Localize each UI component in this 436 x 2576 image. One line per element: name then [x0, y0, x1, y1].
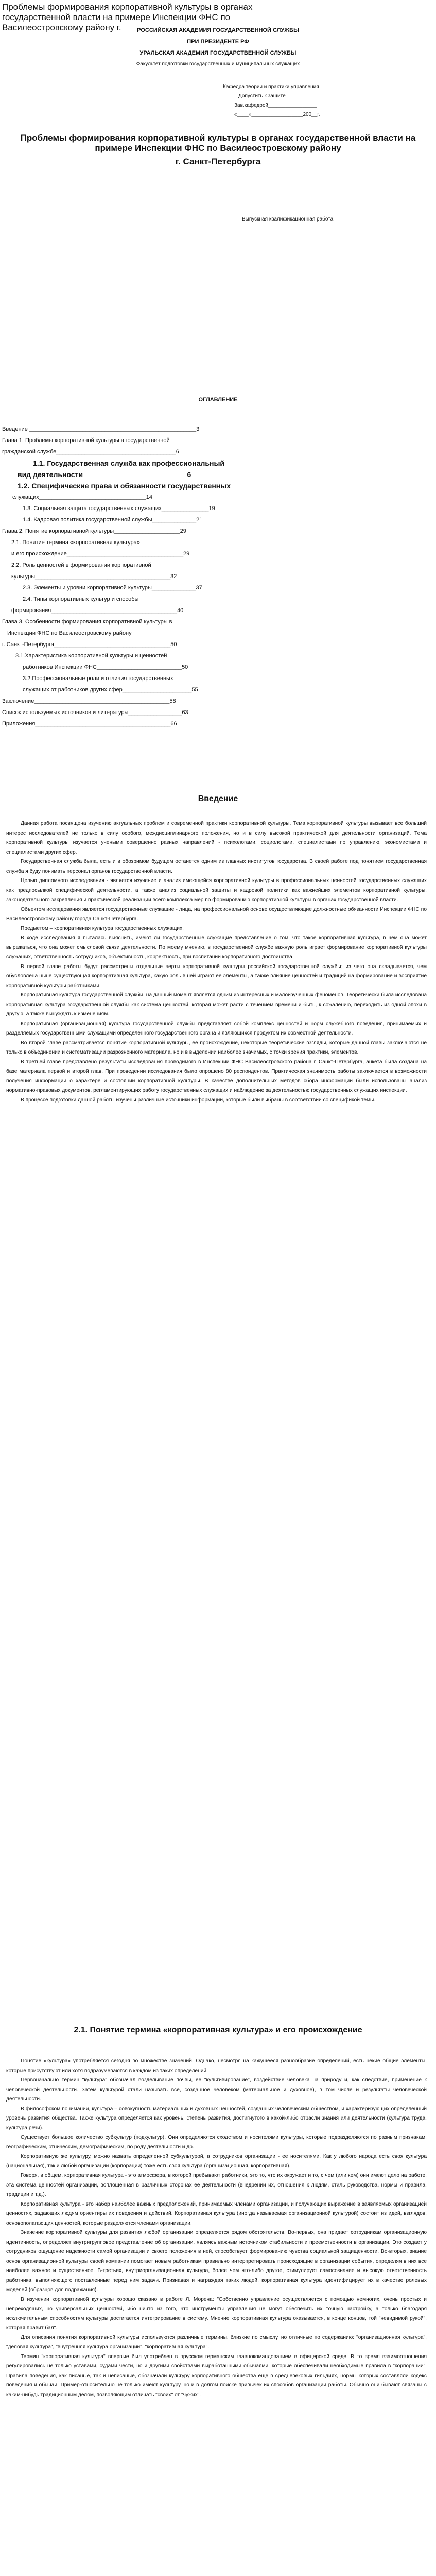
- admit-to-defense: Допустить к защите: [238, 93, 286, 99]
- toc-row: 1.3. Социальная защита государственных служащих_______________19: [23, 505, 215, 512]
- section-paragraph: Термин "корпоративная культура" впервые был употреблен в прусском германским главнокомандованием в офицерской среде. В то время взаимоотношения регулировались не только уставами, судами чести, но и другими свойствами выработанными обычаями, которые обеспечивали необходимые правила в "корпорации". Правила поведения, как писаные, так и неписаные, обозначали культуру корпоративного общества еще в средневековых гильдиях, нормы которых составляли кодекс поведения и обычаи. Пример-относительно не только имеют культуру, но и в долгом поиске привычек их способов организации работы. Обычно они бывают связаны с каким-нибудь традиционным делом, позволяющим отличать "своих" от "чужих".: [6, 2353, 427, 2398]
- toc-row: Введение _____________________________________________________3: [2, 426, 200, 432]
- section-paragraph: Первоначально термин "культура" обозначал возделывание почвы, ее "культивирование", воздействие человека на природу и, как следствие, применение к человеческой деятельности. Затем культурой стали называть все, созданное человеком (материальное и духовное), в том числе и результаты человеческой деятельности.: [6, 2077, 427, 2102]
- section-paragraph: Значение корпоративной культуры для развития любой организации определяется рядом обстоятельств. Во-первых, она придает сотрудникам организационную идентичность, определяет внутригрупповое представление об организации, являясь важным источником стабильности и преемственности в организации. Это создает у сотрудников ощущение надежности самой организации и своего положения в ней, способствует формированию чувства социальной защищенности. Во-вторых, знание основ организационной культуры своей компании помогает новым работникам правильно интерпретировать происходящие в организации события, определяя в них все наиболее важное и существенное. В-третьих, внутриорганизационная культура, более чем что-либо другое, стимулирует самосознание и высокую ответственность работника, выполняющего поставленные перед ним задачи. Признавая и награждая таких людей, корпоративная культура идентифицирует их в качестве ролевых моделей (образцов для подражания).: [6, 2230, 427, 2293]
- intro-paragraph: Корпоративная культура государственной службы, на данный момент является одним из интересных и малоизученных феноменов. Теоретически была исследована корпоративная культура государственной службы как система ценностей, которая может расти с течением времени и быть, к сожалению, переходить из одной эпохи в другую, а также вынуждать к изменениям.: [6, 992, 427, 1017]
- toc-row: 2.3. Элементы и уровни корпоративной культуры______________37: [23, 585, 202, 591]
- academy-header: [0, 25, 436, 70]
- intro-paragraph: Корпоративная (организационная) культура государственной службы представляет собой комплекс ценностей и норм служебного поведения, принимаемых и разделяемых государственными служащими определенного государственного органа и являющихся продуктом их совместной деятельности.: [6, 1021, 427, 1036]
- intro-paragraph: В третьей главе представлено результаты исследования проводимого в Инспекции ФНС Василеостровского района г. Санкт-Петербурга, анкета была создана на базе материала первой и второй глав. При проведении исследования было опрошено 80 респондентов. Практическая значимость работы заключается в возможности получения информации о характере и состоянии корпоративной культуры. В качестве дополнительных методов сбора информации были использованы анализ нормативно-правовых документов, регламентирующих работу государственных служащих и наблюдение за деятельностью государственных служащих инспекции.: [6, 1059, 427, 1093]
- faculty-name: Факультет подготовки государственных и муниципальных служащих: [136, 61, 300, 67]
- table-of-contents: [0, 397, 436, 730]
- intro-paragraph: В первой главе работы будут рассмотрены отдельные черты корпоративной культуры российской государственной службы; из чего она складывается, чем обусловлена ныне существующая корпоративная культура, какую роль в ней играют её элементы, а также влияние ценностей и традиций на формирование и восприятие корпоративной культуры работниками.: [6, 963, 427, 989]
- toc-row: культуры___________________________________________32: [11, 573, 177, 580]
- main-title-block: [0, 133, 436, 167]
- toc-row: Заключение___________________________________________58: [2, 698, 176, 704]
- section-2-1-heading: 2.1. Понятие термина «корпоративная культура» и его происхождение: [74, 2026, 362, 2035]
- qualification-label: Выпускная квалификационная работа: [242, 216, 334, 222]
- academy-name: РОССИЙСКАЯ АКАДЕМИЯ ГОСУДАРСТВЕННОЙ СЛУЖБЫ: [137, 27, 299, 33]
- toc-row: 3.1.Характеристика корпоративной культуры и ценностей: [15, 653, 167, 659]
- toc-list: [2, 423, 436, 730]
- toc-row: Глава 1. Проблемы корпоративной культуры в государственной: [2, 437, 170, 444]
- section-paragraph: В изучении корпоративной культуры хорошо сказано в работе Л. Морена: "Собственно управление осуществляется с помощью немногих, очень простых и непреходящих, но универсальных ценностей, ибо ничто из того, что инструменты управления не могут обеспечить их точную настройку, а только благодаря исключительным способностям культуры достигается интегрирование в систему. Мнение корпоративная культура оказывается, в конце концов, той "невидимой рукой", которая правит бал".: [6, 2296, 427, 2331]
- intro-paragraph: Данная работа посвящена изучению актуальных проблем и современной практики корпоративной культуры. Тема корпоративной культуры вызывает все больший интерес исследователей не только в силу особого, междисциплинарного положения, но и в силу высокой практической для деятельности организаций. Тема корпоративной культуры изучается учеными совершенно разных направлений - психологами, социологами, специалистами по управлению, экономистами и специалистами других сфер.: [6, 821, 427, 855]
- toc-row: Список используемых источников и литературы_________________63: [2, 709, 188, 716]
- toc-row: 1.4. Кадровая политика государственной службы______________21: [23, 517, 203, 523]
- section-2-1: [0, 2025, 436, 2400]
- toc-row: Инспекции ФНС по Василеостровскому району: [7, 630, 132, 636]
- section-paragraph: Существует большое количество субкультур (подкультур). Они определяются сходством и носителями культуры, которые подразделяются по разным признакам: географическим, этническим, демографическим, по роду деятельности и др.: [6, 2134, 427, 2150]
- toc-row: 2.1. Понятие термина «корпоративная культура»: [11, 539, 140, 546]
- approval-block: [223, 82, 320, 120]
- section-paragraph: Говоря, в общем, корпоративная культура - это атмосфера, в которой пребывают работники, это то, что их окружает и то, с чем (или кем) они имеют дело на работе, эта система ценностей организации, воплощенная в различных сторонах ее деятельности (внедрении их, отношения к людям, стиль руководства, нормы и правила, традиции и т.д.).: [6, 2173, 427, 2197]
- approval-date: «____»__________________200__г.: [234, 112, 320, 117]
- toc-row: Приложения___________________________________________66: [2, 721, 177, 727]
- toc-row: работников Инспекции ФНС___________________________50: [23, 664, 188, 670]
- document-title: Проблемы формирования корпоративной культуры в органах государственной власти на примере Инспекции ФНС по Василеостровскому району г.: [2, 2, 253, 32]
- section-paragraph: Для описания понятия корпоративной культуры используются различные термины, близкие по смыслу, но отличные по содержанию: "организационная культура", "деловая культура", "внутренняя культура организации", "корпоративная культура".: [6, 2334, 427, 2350]
- section-paragraph: Корпоративная культура - это набор наиболее важных предположений, принимаемых членами организации, и получающих выражение в заявляемых организацией ценностях, задающих людям ориентиры их поведения и действий. Корпоративная культура (иногда называемая организационной культурой) состоит из идей, взглядов, основополагающих ценностей, которые разделяются членами организации.: [6, 2201, 427, 2226]
- toc-row: служащих от работников других сфер______________________55: [23, 687, 198, 693]
- intro-paragraph: Объектом исследования является государственные служащие - лица, на профессиональной основе осуществляющие должностные обязанности Инспекции ФНС по Василеостровскому району города Санкт-Петербурга.: [6, 906, 427, 922]
- toc-row: 3.2.Профессиональные роли и отличия государственных: [23, 675, 173, 682]
- introduction-section: [0, 793, 436, 1105]
- toc-row: 1.2. Специфические права и обязанности государственных: [18, 482, 231, 490]
- section-paragraph: В философском понимании, культура – совокупность материальных и духовных ценностей, созданных человеческим обществом, и характеризующих определенный уровень развития общества. Также культура определяется как уровень, степень развития, достигнутого в какой-либо отрасли знания или деятельности (культура труда, культура речи).: [6, 2106, 427, 2131]
- intro-paragraph: Целью дипломного исследования - является изучение и анализ имеющейся корпоративной культуры в профессиональных ценностей государственных служащих как предпосылкой специфической деятельности, а также анализ социальной защиты и кадровой политики как важнейших элементов корпоративной культуры, законодательного закрепления и практической реализации всего комплекса мер по формированию корпоративной культуры в органах государственной власти.: [6, 878, 427, 903]
- toc-row: г. Санкт-Петербурга_____________________________________50: [2, 641, 177, 648]
- main-title: Проблемы формирования корпоративной культуры в органах государственной власти на примере Инспекции ФНС по Василеостровскому району: [20, 133, 416, 153]
- toc-row: 1.1. Государственная служба как профессиональный: [33, 459, 225, 467]
- intro-paragraph: Предметом – корпоративная культура государственных служащих.: [21, 925, 184, 931]
- ural-academy-name: УРАЛЬСКАЯ АКАДЕМИЯ ГОСУДАРСТВЕННОЙ СЛУЖБЫ: [139, 50, 297, 56]
- toc-row: гражданской службе______________________________________6: [2, 449, 179, 455]
- introduction-heading: Введение: [198, 794, 238, 803]
- toc-heading: ОГЛАВЛЕНИЕ: [198, 397, 238, 403]
- intro-paragraph: В процессе подготовки данной работы изучены различные источники информации, которые были выбраны в соответствии со спецификой темы.: [21, 1097, 376, 1103]
- toc-row: Глава 3. Особенности формирования корпоративной культуры в: [2, 619, 172, 625]
- section-paragraph: Понятие «культура» употребляется сегодня во множестве значений. Однако, несмотря на кажущееся разнообразие определений, есть некие общие элементы, которые присутствуют или хотя подразумеваются в каждом из таких определений.: [6, 2058, 427, 2074]
- intro-paragraph: В ходе исследования я пыталась выяснить, имеют ли государственные служащие представление о том, что такое корпоративная культура, в чем она может выражаться, что она может смысловой связи деятельности. По моему мнению, в государственной службе важную роль играет формирование корпоративной культуры служащих, ответственность сотрудников, объективность, корректность, при воспитании корпоративного достоинства.: [6, 935, 427, 960]
- section-paragraph: Корпоративную же культуру, можно назвать определенной субкультурой, а сотрудников организации - ее носителями. Как у любого народа есть своя культура (национальная), так и любой организации (корпорации) тоже есть своя культура (организационная, корпоративная).: [6, 2154, 427, 2169]
- toc-row: Глава 2. Понятие корпоративной культуры_____________________29: [2, 528, 186, 534]
- toc-row: служащих__________________________________14: [12, 494, 152, 500]
- intro-paragraph: Государственная служба была, есть и в обозримом будущем останется одним из главных институтов государства. В своей работе под понятием государственная служба я буду понимать персонал органов государственной власти.: [6, 859, 427, 874]
- toc-row: вид деятельности__________________________6: [18, 470, 191, 479]
- main-title-city: г. Санкт-Петербурга: [175, 157, 261, 166]
- academy-subtitle: ПРИ ПРЕЗИДЕНТЕ РФ: [187, 39, 249, 45]
- toc-row: 2.4. Типы корпоративных культур и способы: [23, 596, 139, 602]
- head-of-department: Зав.кафедрой_________________: [234, 103, 317, 108]
- toc-row: и его происхождение_____________________________________29: [11, 551, 190, 557]
- toc-row: 2.2. Роль ценностей в формировании корпоративной: [11, 562, 151, 568]
- department-name: Кафедра теории и практики управления: [223, 84, 319, 90]
- intro-paragraph: Во второй главе рассматривается понятие корпоративной культуры, её происхождение, некоторые теоретические взгляды, которые данной главы заключаются не только в объединении и систематизации разрозненного материала, но и в выделении наиболее значимых, с точки зрения практики, элементов.: [6, 1040, 427, 1055]
- toc-row: формирования________________________________________40: [11, 607, 184, 614]
